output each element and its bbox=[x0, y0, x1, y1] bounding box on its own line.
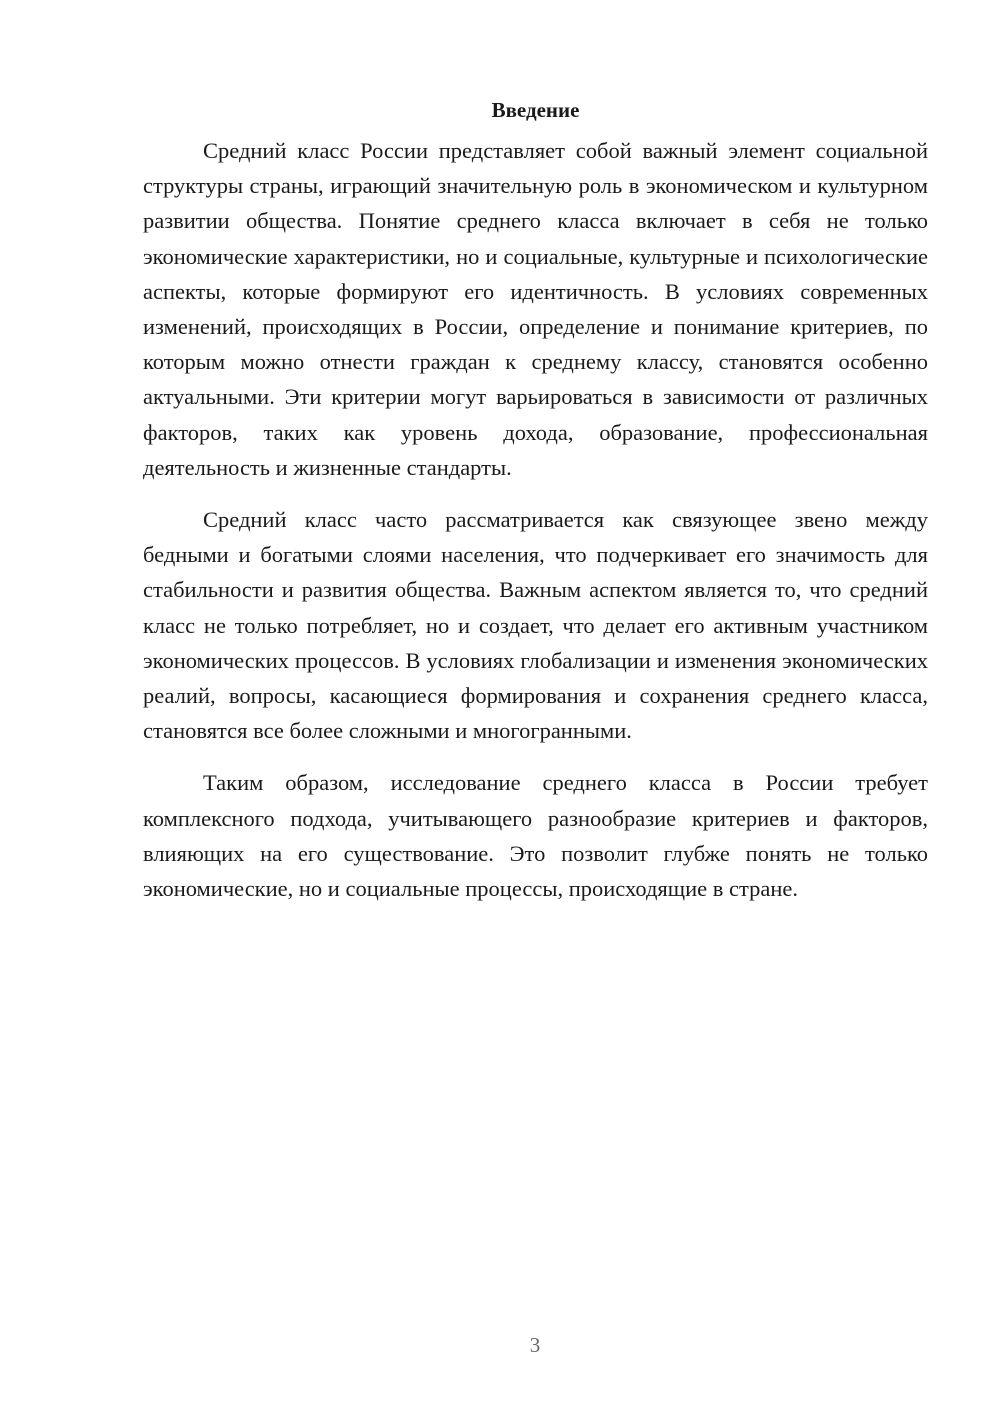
page-content bbox=[143, 93, 928, 923]
section-title: Введение bbox=[491, 98, 580, 122]
paragraph: Таким образом, исследование среднего класса в России требует комплексного подхода, учитывающего разнообразие критериев и факторов, влияющих на его существование. Это позволит глубже понять не только экономические, но и социальные процессы, происходящие в стране. bbox=[143, 770, 928, 902]
paragraph: Средний класс России представляет собой важный элемент социальной структуры страны, играющий значительную роль в экономическом и культурном развитии общества. Понятие среднего класса включает в себя не только экономические характеристики, но и социальные, культурные и психологические аспекты, которые формируют его идентичность. В условиях современных изменений, происходящих в России, определение и понимание критериев, по которым можно отнести граждан к среднему классу, становятся особенно актуальными. Эти критерии могут варьироваться в зависимости от различных факторов, таких как уровень дохода, образование, профессиональная деятельность и жизненные стандарты. bbox=[143, 138, 928, 480]
paragraph: Средний класс часто рассматривается как связующее звено между бедными и богатыми слоями населения, что подчеркивает его значимость для стабильности и развития общества. Важным аспектом является то, что средний класс не только потребляет, но и создает, что делает его активным участником экономических процессов. В условиях глобализации и изменения экономических реалий, вопросы, касающиеся формирования и сохранения среднего класса, становятся все более сложными и многогранными. bbox=[143, 507, 928, 744]
page-number: 3 bbox=[529, 1333, 541, 1357]
